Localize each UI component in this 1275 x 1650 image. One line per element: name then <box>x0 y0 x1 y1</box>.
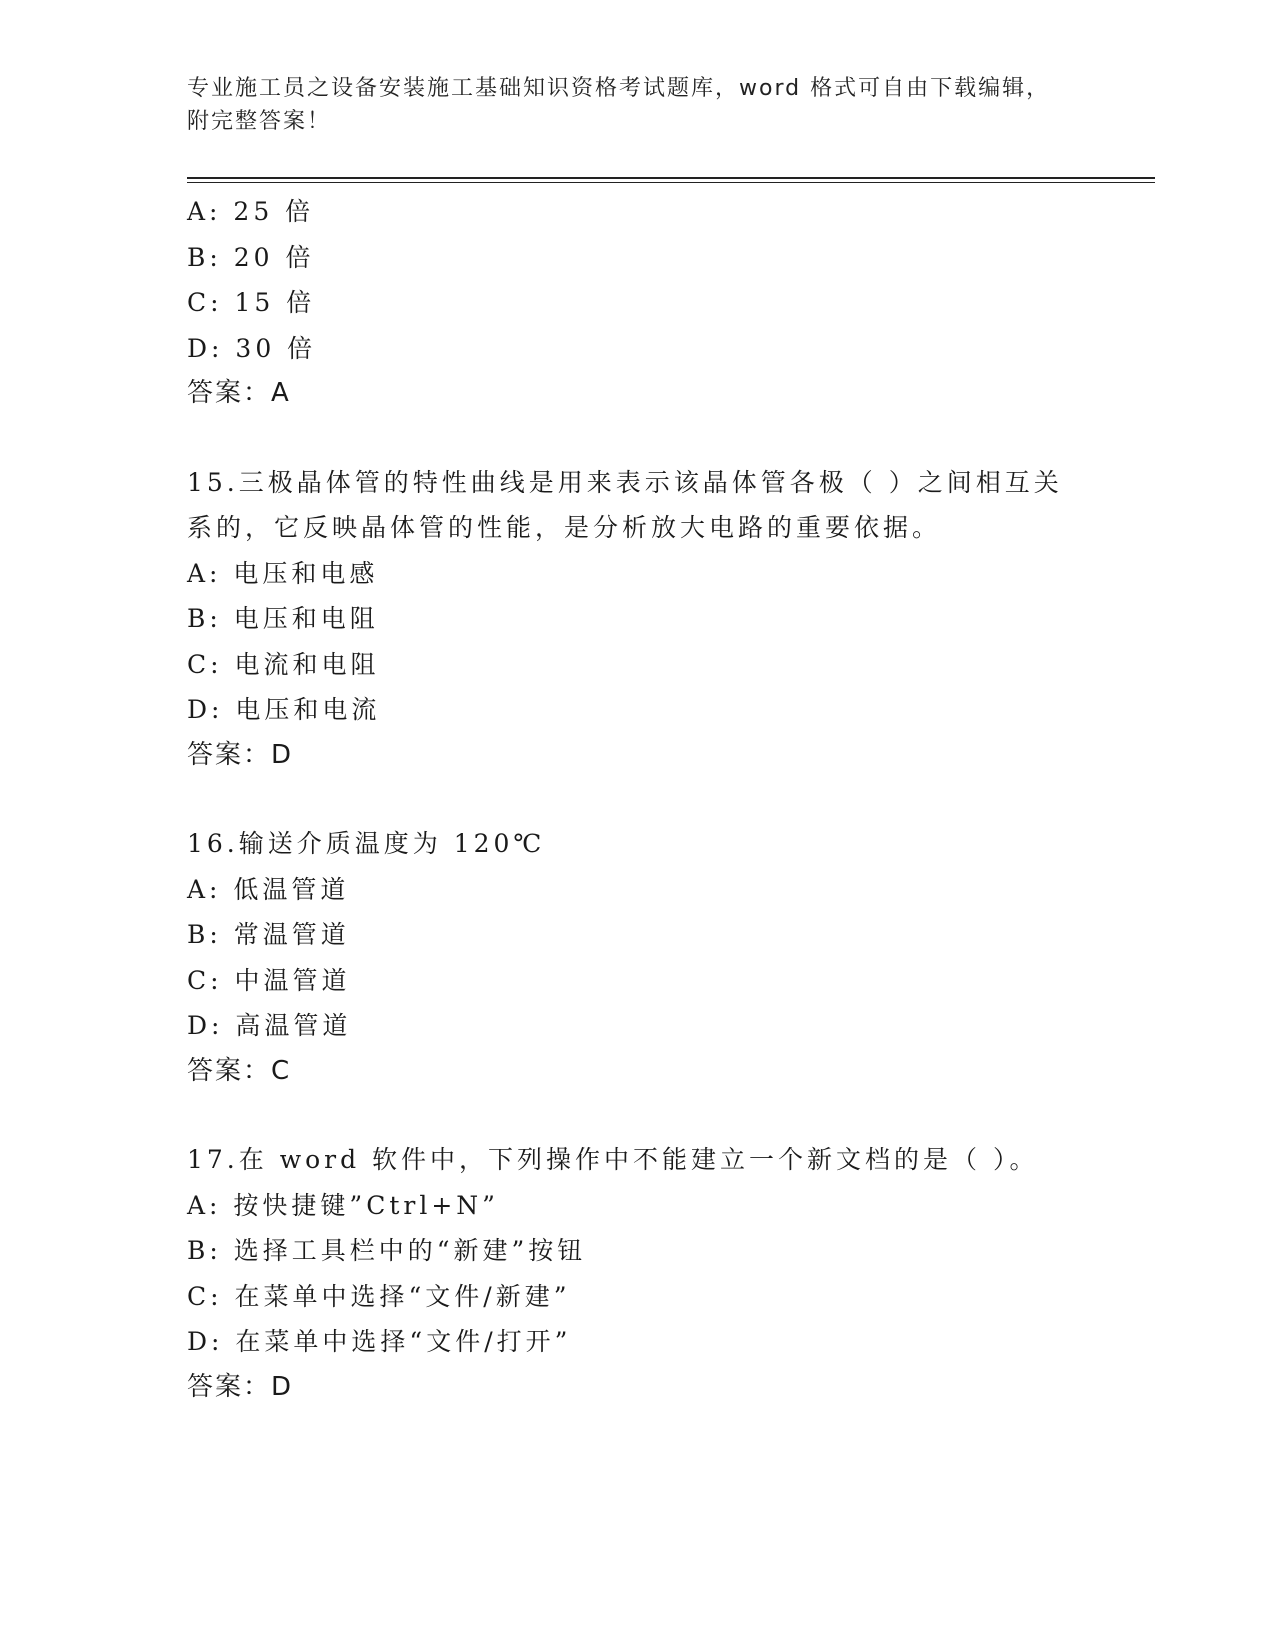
question-stem-line-1: 17.在 word 软件中，下列操作中不能建立一个新文档的是（ ）。 <box>187 1145 1039 1174</box>
question-14 <box>187 189 1087 417</box>
header-divider-thin <box>187 182 1155 183</box>
question-list <box>187 189 1087 1410</box>
option-c: C: 在菜单中选择“文件/新建” <box>187 1281 571 1311</box>
question-17 <box>187 1137 1087 1410</box>
header-divider-thick <box>187 177 1155 179</box>
answer-line: 答案：C <box>187 1055 292 1086</box>
option-a: A: 按快捷键”Ctrl+N” <box>187 1190 499 1220</box>
option-d: D: 电压和电流 <box>187 695 381 724</box>
option-d: D: 在菜单中选择“文件/打开” <box>187 1327 572 1356</box>
option-d: D: 高温管道 <box>187 1011 352 1040</box>
option-b: B: 常温管道 <box>187 920 350 949</box>
document-header <box>187 72 1067 138</box>
option-b: B: 选择工具栏中的“新建”按钮 <box>187 1236 587 1265</box>
option-c: C: 中温管道 <box>187 965 351 995</box>
option-d: D: 30 倍 <box>187 333 317 363</box>
option-c: C: 电流和电阻 <box>187 649 380 679</box>
question-16 <box>187 821 1087 1094</box>
question-stem-line-1: 16.输送介质温度为 120℃ <box>187 829 546 858</box>
option-b: B: 电压和电阻 <box>187 604 379 633</box>
question-stem-line-1: 15.三极晶体管的特性曲线是用来表示该晶体管各极（ ）之间相互关 <box>187 467 1063 497</box>
option-a: A: 低温管道 <box>187 874 350 904</box>
answer-line: 答案：A <box>187 378 291 408</box>
header-title-line-1: 专业施工员之设备安装施工基础知识资格考试题库，word 格式可自由下载编辑， <box>187 76 1051 101</box>
question-15 <box>187 460 1087 779</box>
option-a: A: 电压和电感 <box>187 558 379 588</box>
option-b: B: 20 倍 <box>187 242 315 272</box>
header-title-line-2: 附完整答案！ <box>187 109 332 134</box>
answer-line: 答案：D <box>187 739 294 770</box>
option-c: C: 15 倍 <box>187 288 316 317</box>
option-a: A: 25 倍 <box>187 197 315 226</box>
question-stem-line-2: 系的，它反映晶体管的性能，是分析放大电路的重要依据。 <box>187 513 942 542</box>
answer-line: 答案：D <box>187 1371 294 1402</box>
